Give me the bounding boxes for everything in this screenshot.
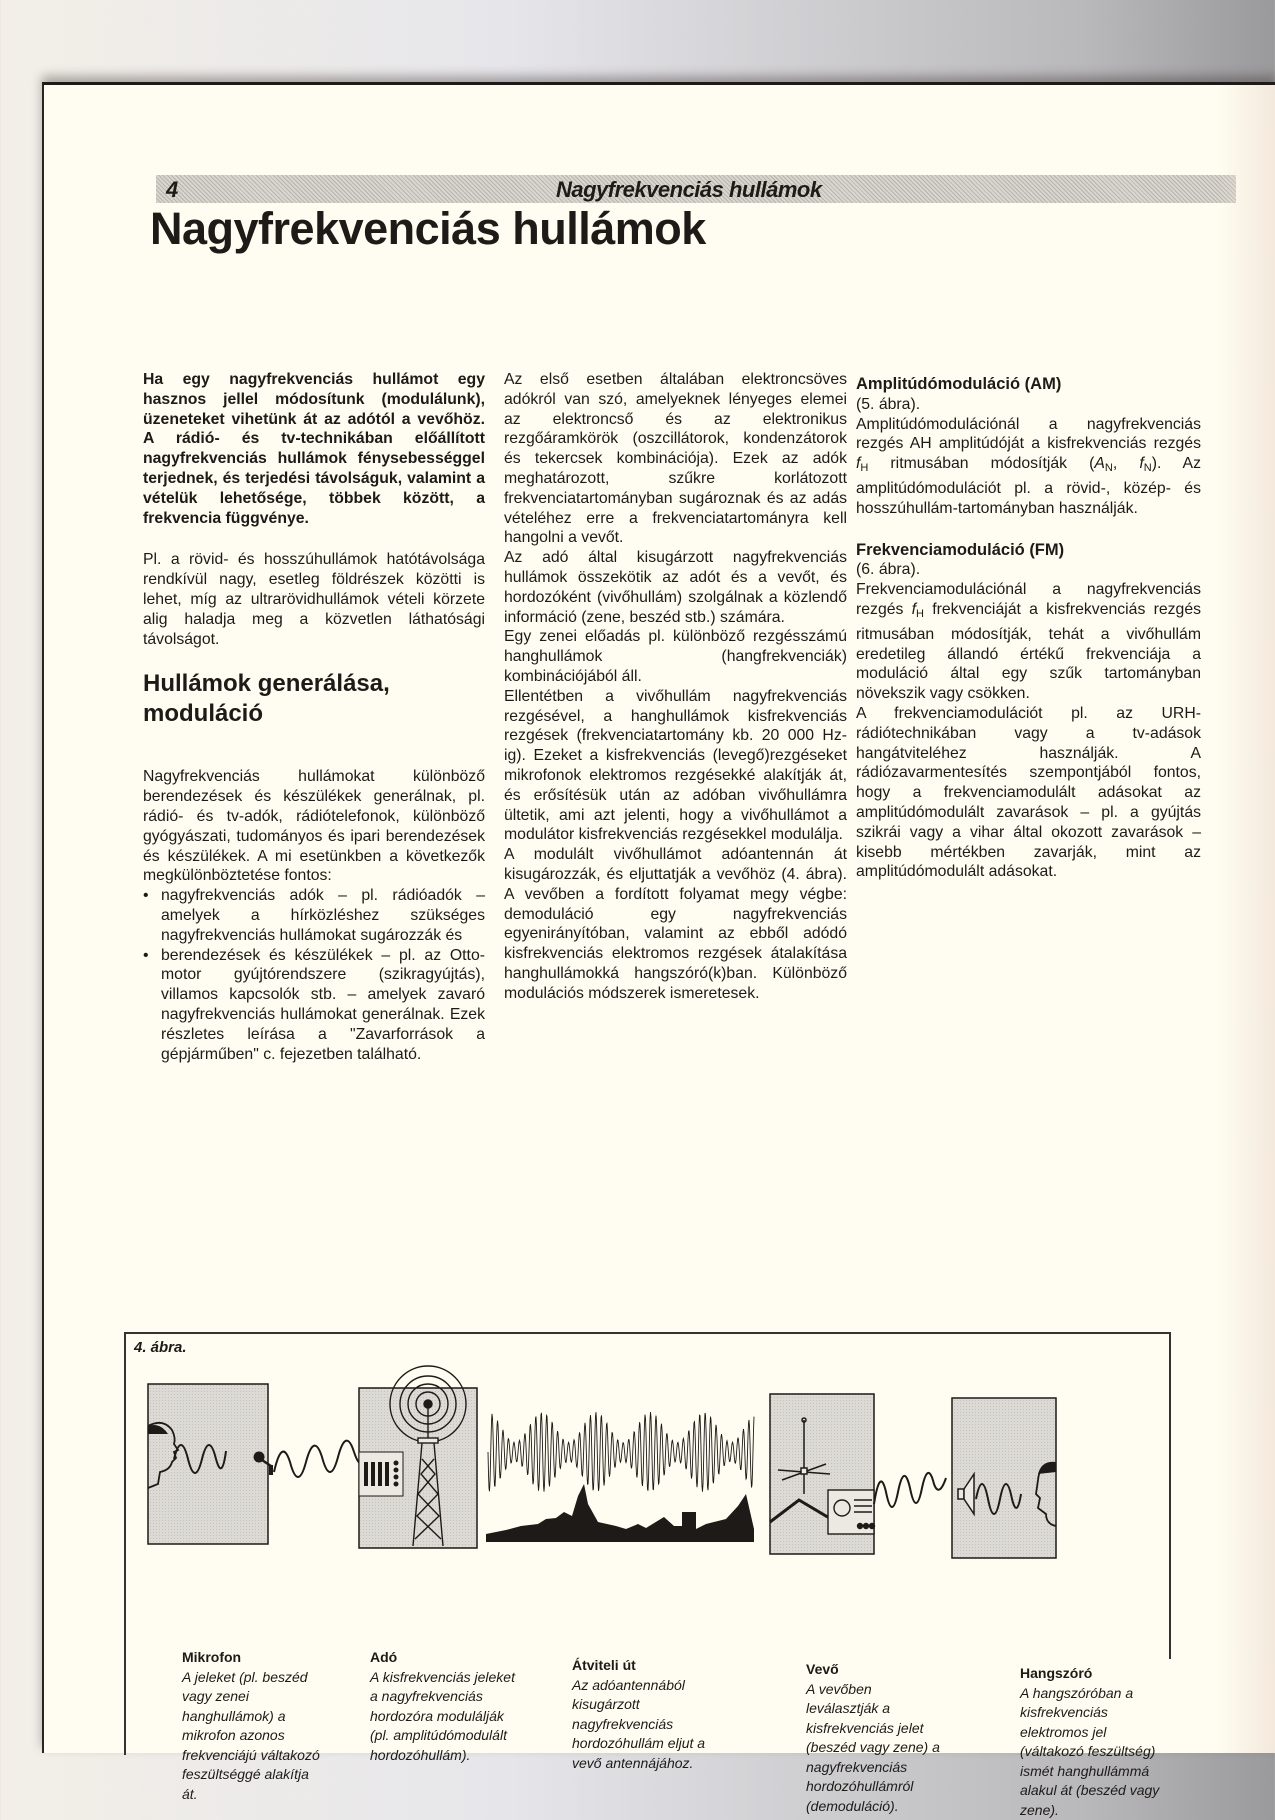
landscape-silhouette xyxy=(486,1484,754,1542)
chapter-title: Nagyfrekvenciás hullámok xyxy=(150,203,706,255)
subscript: N xyxy=(1105,462,1113,474)
demodulated-signal-wave xyxy=(874,1473,946,1507)
subscript: H xyxy=(860,462,868,474)
fm-heading: Frekvenciamoduláció (FM) xyxy=(856,541,1201,561)
caption-title: Vevő xyxy=(806,1660,946,1680)
lead-paragraph: Ha egy nagyfrekvenciás hullámot egy hasznos jellel módosítunk (modulálunk), üzeneteket vihetünk át az adótól a vevőhöz. A rádió- és tv-technikában előállított nagyfrekvenciás hullámok fénysebességgel terjednek, és terjedési távolságuk, valamint a vételük lehetősége, többek között, a frekvencia függvénye. xyxy=(143,370,485,528)
transmitter-panel xyxy=(359,1366,477,1548)
caption-transmission-path xyxy=(572,1656,732,1773)
caption-microphone xyxy=(182,1648,322,1804)
figure-label: 4. ábra. xyxy=(134,1339,187,1356)
caption-body: A hangszóróban a kisfrekvenciás elektromos jel (váltakozó feszültség) ismét hanghullámmá alakul át (beszéd vagy zene). xyxy=(1020,1684,1160,1820)
caption-loudspeaker xyxy=(1020,1664,1160,1820)
receiver-panel xyxy=(770,1394,875,1554)
text: Amplitúdómodulációnál a nagyfrekvenciás rezgés AH amplitúdóját a kisfrekvenciás rezgés xyxy=(856,416,1201,453)
caption-title: Átviteli út xyxy=(572,1656,732,1676)
caption-body: A jeleket (pl. beszéd vagy zenei hanghullámok) a mikrofon azonos frekvenciájú váltakozó feszültséggé alakítja át. xyxy=(182,1668,322,1805)
symbol: f xyxy=(912,601,916,618)
subscript: N xyxy=(1144,462,1152,474)
text: ). Az amplitúdómodulációt pl. a rövid-, közép- és hosszúhullám-tartományban használják. xyxy=(856,455,1201,517)
caption-body: A kisfrekvenciás jeleket a nagyfrekvenciás hordozóra modulálják (pl. amplitúdómodulált hordozóhullám). xyxy=(370,1668,520,1766)
paragraph: Nagyfrekvenciás hullámokat különböző berendezések és készülékek generálnak, pl. rádió- és tv-adók, rádiótelefonok, különböző gyógyászati, tudományos és ipari berendezések és készülékek. A mi esetünkben a következők megkülönböztetése fontos: xyxy=(143,767,485,886)
text: frekvenciáját a kisfrekvenciás rezgés ritmusában módosítják, tehát a vivőhullám eredetileg állandó értékű frekvenciája a moduláció által egy szűk tartományban növekszik vagy csökken. xyxy=(856,601,1201,702)
list-item: • berendezések és készülékek – pl. az Otto-motor gyújtórendszere (szikragyújtás), villamos kapcsolók stb. – amelyek zavaró nagyfrekvenciás hullámokat generálnak. Ezek részletes leírása a "Zavarforrások a gépjárműben" c. fejezetben található. xyxy=(143,946,485,1065)
caption-title: Adó xyxy=(370,1648,520,1668)
caption-transmitter xyxy=(370,1648,520,1765)
carrier-wave-path xyxy=(488,1412,754,1492)
list-item: • nagyfrekvenciás adók – pl. rádióadók – amelyek a hírközléshez szükséges nagyfrekvenciás hullámokat sugározzák és xyxy=(143,886,485,945)
am-heading: Amplitúdómoduláció (AM) xyxy=(856,375,1201,395)
column-1 xyxy=(143,370,485,1064)
caption-title: Mikrofon xyxy=(182,1648,322,1668)
paragraph: Ellentétben a vivőhullám nagyfrekvenciás rezgésével, a hanghullámok kisfrekvenciás rezgések (frekvenciatartomány kb. 20 000 Hz-ig). Ezeket a kisfrekvenciás (levegő)rezgéseket mikrofonok elektromos rezgésekké alakítják át, és erősítésük után az adóban vivőhullámra ültetik, ami azt jelenti, hogy a vivőhullámot a modulátor kisfrekvenciás rezgésekkel modulálja. xyxy=(504,687,847,845)
paragraph: Egy zenei előadás pl. különböző rezgésszámú hanghullámok (hangfrekvenciák) kombinációjából áll. xyxy=(504,627,847,686)
modulated-carrier-wave xyxy=(488,1412,754,1492)
am-figure-ref: (5. ábra). xyxy=(856,395,1201,415)
fm-figure-ref: (6. ábra). xyxy=(856,560,1201,580)
text: ritmusában módosítják ( xyxy=(868,455,1094,472)
caption-body: Az adóantennából kisugárzott nagyfrekvenciás hordozóhullám eljut a vevő antennájához. xyxy=(572,1676,732,1774)
symbol: f xyxy=(1139,455,1143,472)
caption-body: A vevőben leválasztják a kisfrekvenciás jelet (beszéd vagy zene) a nagyfrekvenciás hordozóhullámról (demoduláció). xyxy=(806,1680,946,1817)
bullet-list xyxy=(143,886,485,1064)
book-page xyxy=(42,82,1275,1753)
text: Frekvenciamodulációnál a nagyfrekvenciás rezgés xyxy=(856,581,1201,618)
symbol: f xyxy=(856,455,860,472)
subscript: H xyxy=(916,608,924,620)
fm-paragraph-2: A frekvenciamodulációt pl. az URH-rádiótechnikában vagy a tv-adások hangátviteléhez használják. A rádiózavarmentesítés szempontjából fontos, hogy a frekvenciamodulált adásokat az amplitúdómodulált zavarások – pl. a gyújtás szikrái vagy a vihar által okozott zavarások – kisebb mértékben zavarják, mint az amplitúdómodulált adásokat. xyxy=(856,704,1201,882)
paragraph: Pl. a rövid- és hosszúhullámok hatótávolsága rendkívül nagy, esetleg földrészek közötti is lehet, míg az ultrarövidhullámok vételi körzete alig haladja meg a közvetlen láthatósági távolságot. xyxy=(143,550,485,649)
audio-signal-wave xyxy=(274,1441,364,1477)
caption-receiver xyxy=(806,1660,946,1816)
page-number: 4 xyxy=(166,177,178,203)
running-title: Nagyfrekvenciás hullámok xyxy=(556,177,822,203)
loudspeaker-panel xyxy=(952,1398,1056,1558)
am-paragraph xyxy=(856,415,1201,519)
paragraph: A modulált vivőhullámot adóantennán át kisugározzák, és eljuttatják a vevőhöz (4. ábra). A vevőben a fordított folyamat megy végbe: demoduláció egy nagyfrekvenciás egyenirányítóban, valamint az ebből adódó kisfrekvenciás elektromos rezgések átalakítása hanghullámokká hangszóró(k)ban. Különböző modulációs módszerek ismeretesek. xyxy=(504,845,847,1003)
transmission-diagram xyxy=(126,1334,1171,1664)
text: , xyxy=(1113,455,1139,472)
figure-4 xyxy=(124,1332,1171,1755)
section-heading: Hullámok generálása, moduláció xyxy=(143,669,485,729)
paragraph: Az első esetben általában elektroncsöves adókról van szó, amelyeknek lényeges elemei az elektroncső és az elektronikus rezgőáramkörök (oszcillátorok, kondenzátorok és tekercsek kombinációja). Ezek az adók meghatározott, szűkre korlátozott frekvenciatartományban sugároznak és az adás vételéhez erre a frekvenciatartományra kell hangolni a vevőt. xyxy=(504,370,847,548)
running-header xyxy=(156,175,1236,203)
paragraph: Az adó által kisugárzott nagyfrekvenciás hullámok összekötik az adót és a vevőt, és hordozóként (vivőhullám) szolgálnak a közlendő információ (zene, beszéd stb.) számára. xyxy=(504,548,847,627)
column-2 xyxy=(504,370,847,1004)
fm-paragraph xyxy=(856,580,1201,704)
symbol: A xyxy=(1094,455,1105,472)
caption-title: Hangszóró xyxy=(1020,1664,1160,1684)
microphone-panel xyxy=(148,1384,273,1544)
radio-receiver-icon xyxy=(828,1490,875,1534)
column-3 xyxy=(856,375,1201,882)
